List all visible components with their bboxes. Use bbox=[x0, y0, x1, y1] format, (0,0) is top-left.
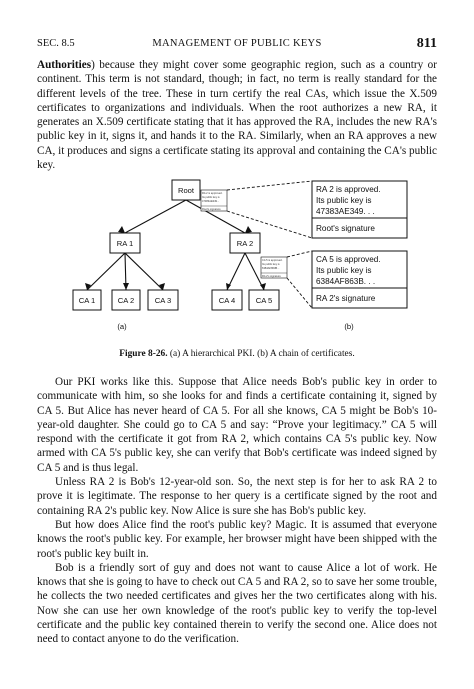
edge-root-ra1 bbox=[125, 200, 186, 233]
cert-public-key: 47383AE349. . . bbox=[316, 207, 375, 216]
running-title: MANAGEMENT OF PUBLIC KEYS bbox=[152, 38, 322, 49]
connector-line bbox=[287, 251, 312, 257]
certificate-ca5-approval bbox=[312, 251, 407, 308]
node-label: RA 1 bbox=[116, 239, 134, 248]
bottom-text-block bbox=[37, 375, 437, 647]
subfigure-label-b: (b) bbox=[344, 322, 354, 331]
section-number: SEC. 8.5 bbox=[37, 38, 75, 49]
mini-cert-line: Its public key is bbox=[262, 263, 280, 266]
mini-cert-line: RA 2 is approved. bbox=[202, 192, 223, 195]
connector-line bbox=[227, 181, 312, 190]
subfigure-label-a: (a) bbox=[117, 322, 127, 331]
paragraph: But how does Alice find the root's public key? Magic. It is assumed that everyone knows the root's public key. For example, her browser might have been shipped with the root's public key built in. bbox=[37, 518, 437, 560]
cert-signature: RA 2's signature bbox=[316, 294, 376, 303]
paragraph: Unless RA 2 is Bob's 12-year-old son. So, the next step is for her to ask RA 2 to prove it is legitimate. The response to her query is a certificate signed by the root and containing RA 2's public key. Now Alice is sure she has Bob's public key. bbox=[37, 476, 437, 517]
certificate-ra2-approval bbox=[312, 181, 407, 238]
cert-line: CA 5 is approved. bbox=[316, 255, 381, 264]
node-ra2 bbox=[230, 233, 260, 253]
node-label: CA 4 bbox=[218, 296, 236, 305]
node-ca2 bbox=[112, 290, 140, 310]
mini-cert-line: CA 5 is approved. bbox=[262, 259, 283, 262]
node-ca3 bbox=[148, 290, 178, 310]
mini-cert-line: 47383AE349... bbox=[202, 200, 220, 203]
cert-public-key: 6384AF863B. . . bbox=[316, 277, 376, 286]
cert-line: RA 2 is approved. bbox=[316, 185, 381, 194]
arrowhead bbox=[123, 283, 129, 290]
node-label: CA 2 bbox=[117, 296, 135, 305]
paragraph-text: ) because they might cover some geographic region, such as a country or continent. This term is not standard, though; in fact, no term is really standard for the different levels of the tree. These in turn certify the real CAs, which issue the X.509 certificates to organizations and individuals. When the root authorizes a new RA, it generates an X.509 certificate stating that it has approved the RA, includes the new RA's public key in it, signs it, and hands it to the RA. Similarly, when an RA approves a new CA, it produces and signs a certificate stating its approval and containing the CA's public key. bbox=[37, 59, 437, 172]
bold-term: Authorities bbox=[37, 59, 92, 71]
mini-cert-root bbox=[201, 190, 227, 211]
mini-cert-line: 6384AF863B... bbox=[262, 267, 280, 270]
edge-ra1-ca3 bbox=[125, 253, 163, 290]
figure-caption bbox=[37, 349, 437, 359]
edge-ra2-ca4 bbox=[227, 253, 245, 290]
node-label: RA 2 bbox=[236, 239, 254, 248]
node-label: CA 5 bbox=[255, 296, 273, 305]
node-label: Root bbox=[177, 186, 195, 195]
arrowhead bbox=[118, 226, 125, 233]
caption-text: (a) A hierarchical PKI. (b) A chain of certificates. bbox=[169, 349, 355, 359]
node-label: CA 1 bbox=[78, 296, 96, 305]
cert-line: Its public key is bbox=[316, 266, 372, 275]
connector-line bbox=[287, 278, 312, 308]
mini-cert-line: Root's signature bbox=[202, 208, 221, 211]
mini-cert-ra2 bbox=[261, 257, 287, 278]
caption-label: Figure 8-26. bbox=[119, 349, 168, 359]
node-label: CA 3 bbox=[154, 296, 172, 305]
node-root bbox=[172, 180, 200, 200]
paragraph: Bob is a friendly sort of guy and does not want to cause Alice a lot of work. He knows that she is going to have to check out CA 5 and RA 2, so to save her some trouble, he collects the two needed certificates and gives her the two certificates along with his. Now she can use her own knowledge of the root's public key to verify the top-level certificate and the public key contained therein to verify the second one. Alice does not need to contact anyone to do the verification. bbox=[37, 561, 437, 646]
mini-cert-line: RA 2's signature bbox=[262, 275, 281, 278]
edge-ra1-ca1 bbox=[87, 253, 125, 290]
node-ra1 bbox=[110, 233, 140, 253]
node-ca1 bbox=[73, 290, 101, 310]
node-ca4 bbox=[212, 290, 242, 310]
paragraph: Our PKI works like this. Suppose that Alice needs Bob's public key in order to communicate with him, so she looks for and finds a certificate containing it, signed by CA 5. But Alice has never heard of CA 5. For all she knows, CA 5 might be Bob's 10-year-old daughter. She could go to CA 5 and say: “Prove your legitimacy.” CA 5 will respond with the certificate it got from RA 2, which contains CA 5's public key. Now armed with CA 5's public key, she can verify that Bob's certificate was indeed signed by CA 5 and is thus legal. bbox=[37, 376, 437, 474]
cert-signature: Root's signature bbox=[316, 224, 375, 233]
page-number: 811 bbox=[416, 36, 437, 51]
mini-cert-line: Its public key is bbox=[202, 196, 220, 199]
cert-line: Its public key is bbox=[316, 196, 372, 205]
arrowhead bbox=[245, 226, 252, 233]
node-ca5 bbox=[249, 290, 279, 310]
